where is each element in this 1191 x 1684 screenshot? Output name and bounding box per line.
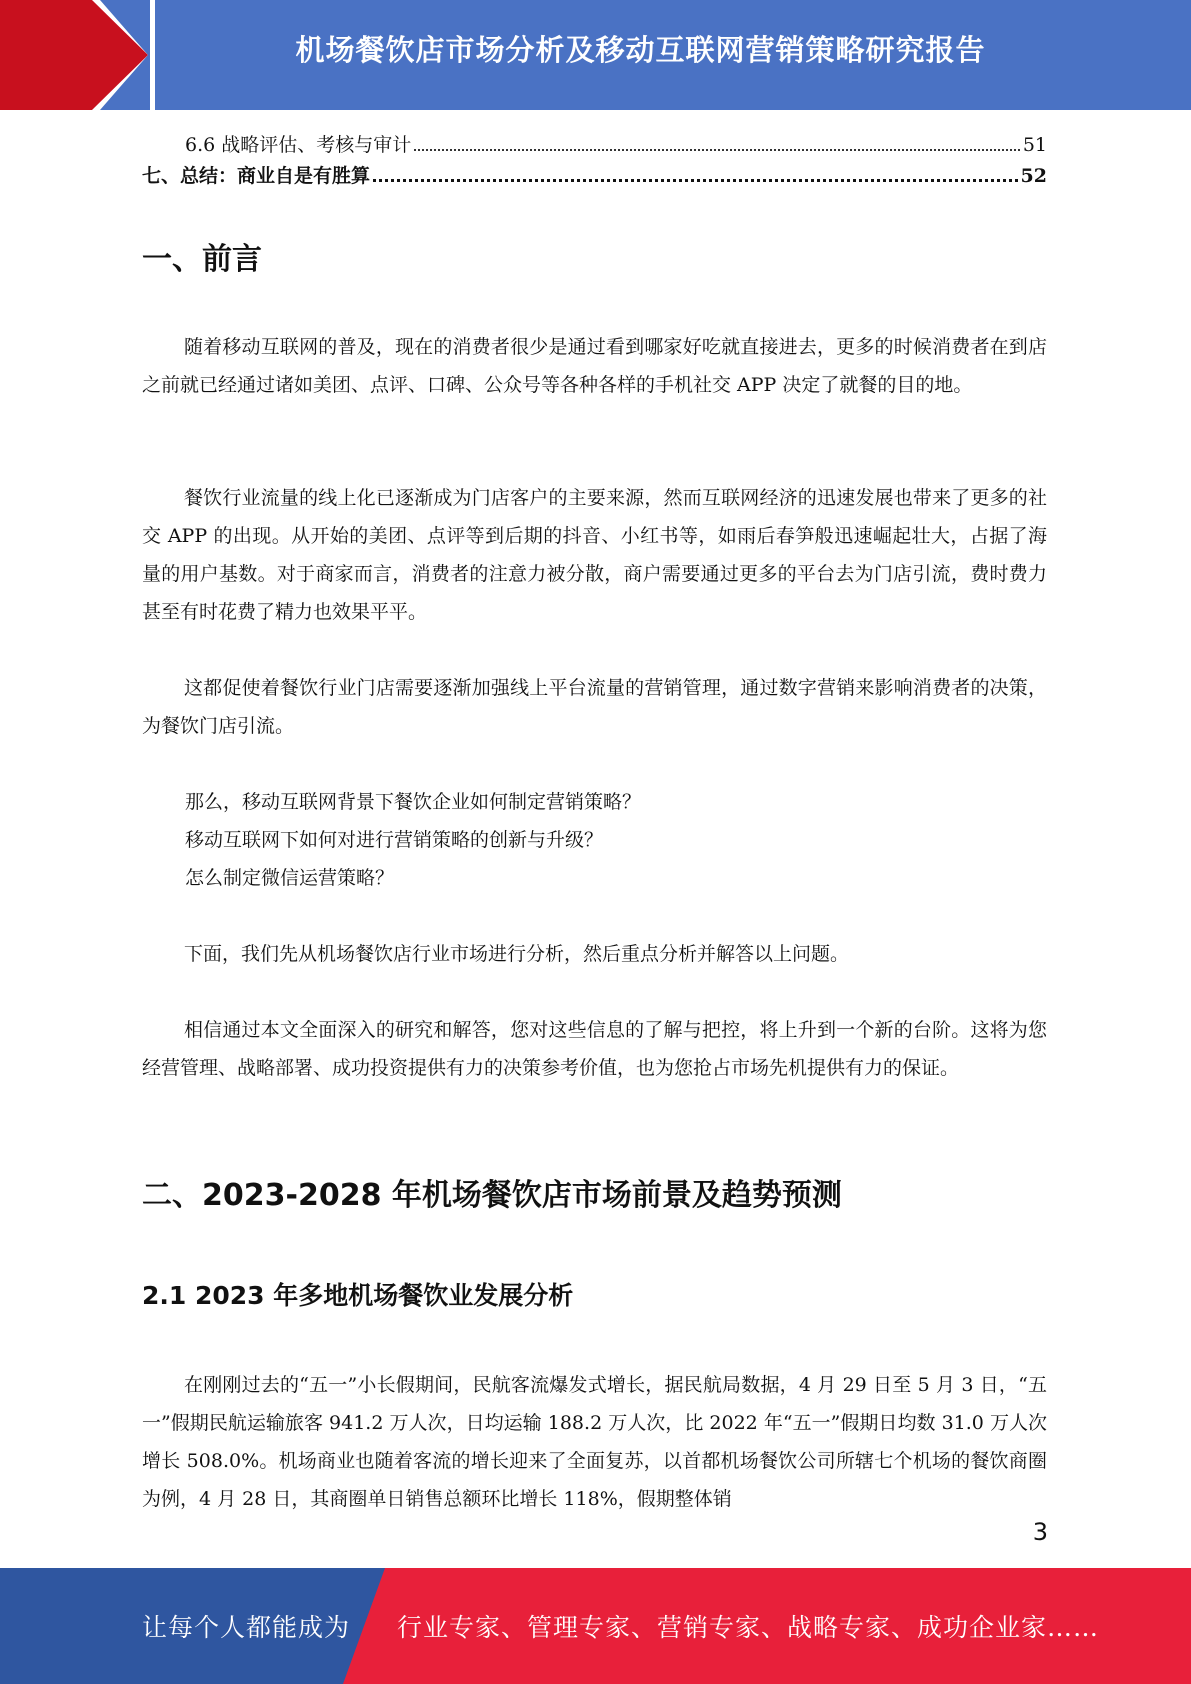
section-heading: 二、2023-2028 年机场餐饮店市场前景及趋势预测 <box>142 1178 842 1213</box>
section-heading: 一、前言 <box>142 242 262 277</box>
toc-entry[interactable] <box>142 161 1047 188</box>
question-line: 怎么制定微信运营策略？ <box>185 867 395 889</box>
body-paragraph: 随着移动互联网的普及，现在的消费者很少是通过看到哪家好吃就直接进去，更多的时候消费者在到店之前就已经通过诸如美团、点评、口碑、公众号等各种各样的手机社交 APP 决定了就餐的目的地。 <box>142 336 1047 396</box>
toc-entry-page: 52 <box>1020 165 1047 187</box>
body-paragraph: 下面，我们先从机场餐饮店行业市场进行分析，然后重点分析并解答以上问题。 <box>184 943 850 965</box>
toc-entry[interactable] <box>185 130 1047 157</box>
footer-slogan-right: 行业专家、管理专家、营销专家、战略专家、成功企业家…… <box>397 1613 1100 1642</box>
question-line: 移动互联网下如何对进行营销策略的创新与升级？ <box>185 829 604 851</box>
toc-leader-dots <box>373 179 1018 182</box>
page-header <box>0 0 1191 110</box>
toc-leader-dots <box>414 149 1020 151</box>
body-paragraph: 相信通过本文全面深入的研究和解答，您对这些信息的了解与把控，将上升到一个新的台阶。这将为您经营管理、战略部署、成功投资提供有力的决策参考价值，也为您抢占市场先机提供有力的保证。 <box>142 1019 1047 1079</box>
toc-entry-label: 七、总结：商业自是有胜算 <box>142 165 371 187</box>
toc-entry-page: 51 <box>1022 134 1047 156</box>
body-paragraph: 在刚刚过去的“五一”小长假期间，民航客流爆发式增长，据民航局数据，4 月 29 日至 5 月 3 日，“五一”假期民航运输旅客 941.2 万人次，日均运输 188.2 万人次，比 2022 年“五一”假期日均数 31.0 万人次增长 508.0%。机场商业也随着客流的增长迎来了全面复苏，以首都机场餐饮公司所辖七个机场的餐饮商圈为例，4 月 28 日，其商圈单日销售总额环比增长 118%，假期整体销 <box>142 1374 1047 1510</box>
toc-entry-label: 6.6 战略评估、考核与审计 <box>185 134 412 156</box>
body-paragraph: 这都促使着餐饮行业门店需要逐渐加强线上平台流量的营销管理，通过数字营销来影响消费者的决策，为餐饮门店引流。 <box>142 677 1047 737</box>
footer-slogan-left: 让每个人都能成为 <box>142 1613 351 1642</box>
body-paragraph: 餐饮行业流量的线上化已逐渐成为门店客户的主要来源，然而互联网经济的迅速发展也带来了更多的社交 APP 的出现。从开始的美团、点评等到后期的抖音、小红书等，如雨后春笋般迅速崛起壮大，占据了海量的用户基数。对于商家而言，消费者的注意力被分散，商户需要通过更多的平台去为门店引流，费时费力甚至有时花费了精力也效果平平。 <box>142 487 1047 623</box>
question-line: 那么，移动互联网背景下餐饮企业如何制定营销策略？ <box>185 791 642 813</box>
page-footer <box>0 1568 1191 1684</box>
page-number: 3 <box>1032 1518 1048 1546</box>
header-title: 机场餐饮店市场分析及移动互联网营销策略研究报告 <box>295 33 986 67</box>
subsection-heading: 2.1 2023 年多地机场餐饮业发展分析 <box>142 1281 574 1310</box>
